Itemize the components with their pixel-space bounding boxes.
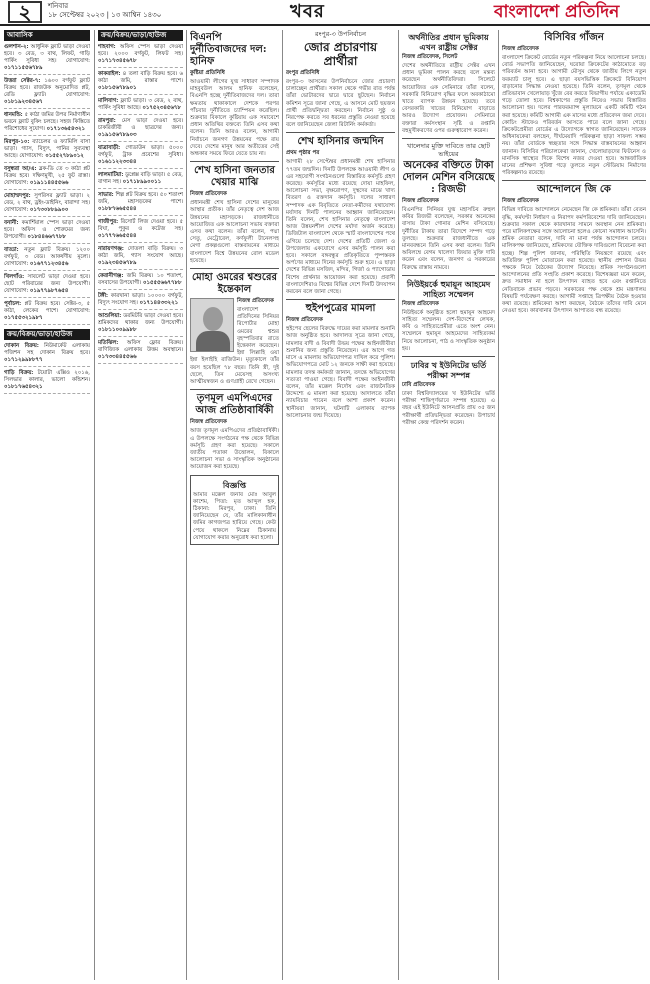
article-body: দেশের অর্থনীতিতে রাষ্ট্রীয় সেক্টর এখন প্রধান ভূমিকা পালন করছে বলে মন্তব্য করেছেন অর্থনীতিবিদরা। সিলেটে আয়োজিত এক সেমিনারে তাঁরা বলেন, সরকারি বিনিয়োগ বৃদ্ধির ফলে অবকাঠামো খাতে ব্যাপক উন্নয়ন হয়েছে। তবে বেসরকারি খাতের বিনিয়োগ বাড়াতে আরও উদ্যোগ প্রয়োজন। সেমিনারে বক্তারা কর্মসংস্থান সৃষ্টি ও রপ্তানি বহুমুখীকরণের ওপর গুরুত্বারোপ করেন। xyxy=(402,63,495,134)
classified-ad-text: সাবলেট ভাড়া দেওয়া হবে। ছোট পরিবারের জন্য উপযোগী। যোগাযোগ: xyxy=(4,274,90,294)
byline: রংপুর প্রতিনিধি xyxy=(286,70,320,76)
byline: নিজস্ব প্রতিবেদক xyxy=(502,46,539,52)
column-rule xyxy=(398,30,399,980)
classifieds-list xyxy=(98,44,183,364)
column-rule xyxy=(186,30,187,980)
classified-ad-text: নতুন ফ্ল্যাট বিক্রয়। ১২০০ বর্গফুট, ৩ বেড। আকর্ষণীয় মূল্যে। যোগাযোগ: xyxy=(4,247,90,267)
article-body: ঢাকা বিশ্ববিদ্যালয়ের খ ইউনিটের ভর্তি পরীক্ষা শান্তিপূর্ণভাবে সম্পন্ন হয়েছে। এ বছর এই ইউনিটে আসনপ্রতি প্রায় ৩৫ জন পরীক্ষার্থী প্রতিদ্বন্দ্বিতা করেছেন। উপাচার্য পরীক্ষা কেন্দ্র পরিদর্শন করেন। xyxy=(402,391,495,426)
classified-ad-text: শিল্প প্লট বিক্রয় হবে। ৫০ শতাংশ জমি, মহাসড়কের পাশে। xyxy=(98,192,183,205)
article-body: বিভিন্ন দাবিতে আন্দোলনে নেমেছেন জি কে শ্রমিকরা। তাঁরা বেতন বৃদ্ধি, কর্মঘণ্টা নির্ধারণ ও নিরাপদ কর্মপরিবেশের দাবি জানিয়েছেন। শুক্রবার সকাল থেকে কারখানার সামনে অবস্থান নেন শ্রমিকরা। পরে মালিকপক্ষের সঙ্গে আলোচনা হলেও কোনো সমাধান আসেনি। শ্রমিক নেতারা বলেন, দাবি না মানা পর্যন্ত আন্দোলন চলবে। মালিকপক্ষ জানিয়েছে, শ্রমিকদের যৌক্তিক দাবিগুলো বিবেচনা করা হচ্ছে। শিল্প পুলিশ জানায়, পরিস্থিতি নিয়ন্ত্রণে রয়েছে এবং অতিরিক্ত পুলিশ মোতায়েন করা হয়েছে। স্থানীয় প্রশাসন উভয় পক্ষকে নিয়ে বৈঠকের উদ্যোগ নিয়েছে। শ্রমিক সংগঠনগুলো আন্দোলনের প্রতি সংহতি প্রকাশ করেছে। বিশেষজ্ঞরা মনে করেন, দ্রুত সমাধান না হলে উৎপাদন ব্যাহত হবে এবং রপ্তানিতে নেতিবাচক প্রভাব পড়বে। সরকারের পক্ষ থেকে শ্রম মন্ত্রণালয় বিষয়টি পর্যবেক্ষণ করছে। আগামী সপ্তাহে ত্রিপক্ষীয় বৈঠক হওয়ার কথা রয়েছে। শ্রমিকেরা আশা করছেন, বৈঠকে তাঁদের দাবি মেনে নেওয়া হবে। কারখানার উৎপাদন আপাতত বন্ধ রয়েছে। xyxy=(502,207,646,315)
classified-ad-phone: ০১৭১৩৬৫৪৩২১ xyxy=(46,126,86,132)
separator xyxy=(190,268,279,269)
separator xyxy=(286,132,395,133)
classified-ad-title: মতিঝিল: xyxy=(98,340,119,346)
classified-ad-text: রিসোর্ট লিজ দেওয়া হবে। ৫ বিঘা, পুকুর ও কটেজ সহ। xyxy=(98,219,183,232)
classified-ad xyxy=(98,98,183,115)
column-rule xyxy=(498,30,499,980)
classified-ad-text: ৪ তলা বাড়ি বিক্রয় হবে। ৬ কাঠা জমি, রাস্তার পাশে। xyxy=(98,71,183,84)
classified-ad-text: ব্যাচেলর ও ফ্যামিলি বাসা ভাড়া। গ্যাস, বিদ্যুৎ, পানির সুব্যবস্থা আছে। যোগাযোগ: xyxy=(4,139,90,159)
classified-ad-title: রামপুরা: xyxy=(98,118,116,124)
classified-ad-phone: ০১৯১৫৬৭৮৯০৩ xyxy=(98,132,137,138)
classified-ad-text: দোতলা বাড়ি বিক্রয়। ৩ কাঠা জমি, গ্যাস সংযোগ আছে। xyxy=(98,246,183,259)
classified-ad-title: গুলশান-২: xyxy=(4,44,29,50)
classified-ad-phone: ০১৮১৭৬৫৪৩২১ xyxy=(4,384,43,390)
classified-ad-phone: ০১৭১৮৯৯০০১১ xyxy=(122,179,162,185)
classified-ad xyxy=(98,192,183,216)
day-label: শনিবার xyxy=(48,2,69,10)
classified-ad-phone: ০১৯২৩৪৫৬৭৮৯ xyxy=(98,260,137,266)
classified-ad xyxy=(98,172,183,189)
classified-ad-title: মোহাম্মদপুর: xyxy=(4,193,31,199)
classified-ad xyxy=(98,246,183,270)
classified-ad-phone: ০১৫৫৫৬৬৭৭৮৮ xyxy=(142,280,182,286)
classified-ad-phone: ০১৭৭৭৬৬৫৫৪৪ xyxy=(98,233,137,239)
classified-ad-text: আধুনিক ফ্ল্যাট ভাড়া দেওয়া হবে। ৩ বেড, ৩ বাথ, লিফট, গাড়ি পার্কিং সুবিধা সহ। যোগাযোগ: xyxy=(4,44,90,64)
classified-ad-text: টয়োটা এক্সিও ২০১৬, সিলভার কালার, ভালো কন্ডিশন। xyxy=(4,370,90,383)
classified-ad xyxy=(4,78,90,109)
byline: নিজস্ব প্রতিবেদক xyxy=(190,419,227,426)
classified-ad-title: গাজীপুর: xyxy=(98,219,119,225)
headline-bcb: বিসিবির গাঁজন xyxy=(544,32,604,43)
separator xyxy=(190,161,279,162)
byline: নিজস্ব প্রতিবেদক xyxy=(402,198,439,205)
headline-gk-movement: আন্দোলনে জি কে xyxy=(537,184,611,196)
headline-obituary: মোহা ওমরের শ্বশুরের ইন্তেকাল xyxy=(192,272,277,296)
classified-ad xyxy=(98,293,183,310)
classified-ad-phone: ০১৭৫৫৩২১৯৮৭ xyxy=(4,315,43,321)
classifieds-header: ক্রয়/বিক্রয়/ভাড়া/হাউজ xyxy=(98,30,183,41)
headline-whip-case: হুইপপুত্রের মামলা xyxy=(305,303,376,315)
classified-ad-phone: ০১৭১১৫৫৬৭৮৯ xyxy=(4,65,43,71)
classified-ad-title: মিরপুর-১০: xyxy=(4,139,30,145)
classified-ad xyxy=(98,313,183,337)
classified-ad xyxy=(4,166,90,190)
byline: নিজস্ব প্রতিবেদক, সিলেট xyxy=(402,54,458,60)
separator xyxy=(502,180,646,181)
classified-ad-title: মালিবাগ: xyxy=(98,98,119,104)
classified-ad-phone: ০১৭১২৯৯৮৮৭৭ xyxy=(4,357,43,363)
classified-ad-title: টঙ্গী: xyxy=(98,293,109,299)
section-title: খবর xyxy=(290,1,325,22)
separator xyxy=(190,389,279,390)
notice-body: আমার মক্কেল জনাব মোঃ আবুল কাশেম, পিতা: মৃত আব্দুল হক, ঠিকানা: মিরপুর, ঢাকা। তিনি জানিয়েছেন যে, তাঁর মালিকানাধীন জমির কাগজপত্র হারিয়ে গেছে। কেউ পেয়ে থাকলে নিম্নের ঠিকানায় যোগাযোগ করার অনুরোধ করা হলো। xyxy=(193,491,276,541)
byline: ঢাবি প্রতিবেদক xyxy=(402,382,436,389)
notice-box xyxy=(190,475,279,545)
article-body: রংপুর-৩ আসনের উপনির্বাচনে জোর প্রচারণা চালাচ্ছেন প্রার্থীরা। সকাল থেকে গভীর রাত পর্যন্ত তাঁরা ভোটারদের দ্বারে দ্বারে ছুটছেন। নির্বাচন কমিশন সূত্রে জানা গেছে, এ আসনে মোট ছয়জন প্রার্থী প্রতিদ্বন্দ্বিতা করছেন। নির্বাচন সুষ্ঠু ও নিরপেক্ষ করতে সব ধরনের প্রস্তুতি নেওয়া হয়েছে বলে জানিয়েছেন জেলা রিটার্নিং কর্মকর্তা। xyxy=(286,79,395,129)
byline: নিজস্ব প্রতিবেদক xyxy=(402,300,439,307)
classified-ad-phone: ০১৭১৭৩৪৫৬৭৮ xyxy=(98,58,137,64)
classified-ad xyxy=(98,118,183,142)
classified-ad xyxy=(4,247,90,271)
classified-ad-phone: ০১৬১১২২৩৩৪৪ xyxy=(98,159,137,165)
classified-ad-title: যাত্রাবাড়ী: xyxy=(98,145,121,151)
classified-ad xyxy=(4,139,90,163)
classified-ad-phone: ০১৭৩৩৪৪৫৫৬৬ xyxy=(98,354,137,360)
classified-ad-text: গোডাউন ভাড়া। ৫০০০ বর্গফুট, ট্রাক প্রবেশের সুবিধা। xyxy=(98,145,183,158)
article-body: বাংলাদেশ ক্রিকেট বোর্ডের নতুন পরিকল্পনা নিয়ে আলোচনা চলছে। বোর্ড সভাপতি জানিয়েছেন, ঘরোয়া ক্রিকেটের কাঠামোতে বড় পরিবর্তন আনা হবে। আগামী মৌসুম থেকে জাতীয় লিগে নতুন ফরম্যাট চালু হবে। এ ছাড়া বয়সভিত্তিক ক্রিকেটে বিনিয়োগ বাড়ানোর সিদ্ধান্ত নেওয়া হয়েছে। তিনি বলেন, তৃণমূল থেকে প্রতিভাবান খেলোয়াড় খুঁজে বের করতে বিভাগীয় পর্যায়ে একাডেমি গড়ে তোলা হবে। বিশ্বকাপের প্রস্তুতি নিয়েও সভায় বিস্তারিত আলোচনা হয়। দলের পারফরম্যান্স মূল্যায়নে একটি কমিটি গঠন করা হয়েছে। কমিটি আগামী এক মাসের মধ্যে প্রতিবেদন জমা দেবে। কোচিং স্টাফেও পরিবর্তন আসতে পারে বলে জানা গেছে। ক্রিকেটপ্রেমীরা বোর্ডের এ উদ্যোগকে স্বাগত জানিয়েছেন। সাবেক অধিনায়কেরা বলছেন, দীর্ঘমেয়াদি পরিকল্পনা ছাড়া সাফল্য সম্ভব নয়। তাঁরা বোর্ডকে স্বচ্ছতার সঙ্গে সিদ্ধান্ত বাস্তবায়নের আহ্বান জানান। বিসিবির পরিচালকেরা জানান, খেলোয়াড়দের ফিটনেস ও মানসিক স্বাস্থ্যের দিকে বিশেষ নজর দেওয়া হবে। আন্তর্জাতিক মানের প্রশিক্ষণ সুবিধা গড়ে তুলতে নতুন স্টেডিয়াম নির্মাণের পরিকল্পনাও রয়েছে। xyxy=(502,55,646,177)
masthead xyxy=(0,0,650,26)
headline-humayun: নিউইয়র্কে হুমায়ূন আহমেদ সাহিত্য সম্মেলন xyxy=(406,278,491,299)
kicker-rangpur: রংপুর-৩ উপনির্বাচন xyxy=(315,30,366,38)
portrait-photo xyxy=(190,298,234,352)
separator xyxy=(402,138,495,139)
classified-ad-title: দোকান বিক্রয়: xyxy=(4,343,39,349)
headline-rizvi: অনেকের বক্তিতে টাকা দোলন মেশিন বসিয়েছে : রিজভী xyxy=(402,160,495,196)
headline-du-admission: ঢাবির খ ইউনিটের ভর্তি পরীক্ষা সম্পন্ন xyxy=(410,360,487,381)
classified-ad xyxy=(98,340,183,364)
classifieds-column-1 xyxy=(4,30,90,980)
headline-trinamool: তৃণমূল এমপিএদের আজ প্রতিষ্ঠাবার্ষিকী xyxy=(195,393,274,417)
classified-ad-title: পূর্বাচল: xyxy=(4,301,22,307)
column-rule xyxy=(282,30,283,980)
classified-ad-phone: ০১৮১১০০৯৯৮৮ xyxy=(98,327,137,333)
classified-ad-phone: ০১৯১১৪৪৫৫৬৬ xyxy=(29,180,69,186)
classified-ad xyxy=(4,220,90,244)
news-column-6 xyxy=(502,30,646,980)
byline: কুষ্টিয়া প্রতিনিধি xyxy=(190,70,225,76)
classified-ad xyxy=(4,274,90,298)
classified-ad-text: সুপরিসর ফ্ল্যাট ভাড়া। ২ বেড, ২ বাথ, ড্রইং-ডাইনিং, বারান্দা সহ। যোগাযোগ: xyxy=(4,193,90,213)
classified-ad-text: ডরমিটরি ভাড়া দেওয়া হবে। শ্রমিকদের থাকার জন্য উপযোগী। xyxy=(98,313,183,326)
article-body: বিএনপির সিনিয়র যুগ্ম মহাসচিব রুহুল কবির রিজভী বলেছেন, সরকার অনেকের বাসায় টাকা গোনার মেশিন বসিয়েছে। দুর্নীতির টাকায় তারা বিদেশে সম্পদ গড়ে তুলছে। শুক্রবার রাজধানীতে এক মানববন্ধনে তিনি এসব কথা বলেন। তিনি অবিলম্বে বেগম খালেদা জিয়ার মুক্তি দাবি করেন এবং বলেন, জনগণ এ সরকারের বিরুদ্ধে রাস্তায় নামবে। xyxy=(402,207,495,271)
article-body: আওয়ামী লীগের যুগ্ম সাধারণ সম্পাদক মাহবুবউল আলম হানিফ বলেছেন, বিএনপি হচ্ছে দুর্নীতিবাজদের দল। তারা ক্ষমতায় থাকাকালে দেশকে পরপর পাঁচবার দুর্নীতিতে চ্যাম্পিয়ন করেছিল। শুক্রবার বিকালে কুষ্টিয়ায় এক সমাবেশে প্রধান অতিথির বক্তব্যে তিনি এসব কথা বলেন। তিনি আরও বলেন, আগামী নির্বাচনে জনগণ উন্নয়নের পক্ষে রায় দেবে। দেশের মানুষ আর অতীতের সেই অন্ধকার সময়ে ফিরে যেতে চায় না। xyxy=(190,79,279,158)
classified-ad xyxy=(98,44,183,68)
classified-ad xyxy=(98,71,183,95)
classified-ad-phone: ০১৯৭৭৯৮৭৬৫৪ xyxy=(29,288,69,294)
date-line: ১৮ সেপ্টেম্বর ২০২৩ | ১৩ আশ্বিন ১৪৩০ xyxy=(48,11,162,19)
classified-ad-title: লালমাটিয়া: xyxy=(98,172,124,178)
classified-ad-text: অফিস ফ্লোর বিক্রয়। বাণিজ্যিক এলাকায় উত্তম অবস্থানে। xyxy=(98,340,183,353)
classified-ad-title: ধানমন্ডি: xyxy=(4,112,23,118)
classified-ad xyxy=(98,273,183,290)
classified-ad-title: বাড্ডা: xyxy=(4,247,19,253)
article-body: বাংলাদেশ প্রতিদিনের সিনিয়র রিপোর্টার মোহা ওমরের শ্বশুর বৃহস্পতিবার রাতে ইন্তেকাল করেছেন। ইন্না লিল্লাহি ওয়া ইন্না ইলাইহি রাজিউন। মৃত্যুকালে তাঁর বয়স হয়েছিল ৭৮ বছর। তিনি স্ত্রী, দুই ছেলে, তিন মেয়েসহ অসংখ্য আত্মীয়স্বজন ও গুণগ্রাহী রেখে গেছেন। xyxy=(190,307,279,386)
classified-ad-text: নিউমার্কেট এলাকায় পজিশন সহ দোকান বিক্রয় হবে। xyxy=(4,343,90,356)
headline-economy: অর্থনীতির প্রধান ভূমিকায় এখন রাষ্ট্রীয় সেক্টর xyxy=(408,32,489,52)
classified-ad-title: বনানী: xyxy=(4,220,19,226)
article-body: হুইপের ছেলের বিরুদ্ধে দায়ের করা মামলার শুনানি আজ অনুষ্ঠিত হবে। আদালত সূত্রে জানা গেছে, মামলার বাদী ও বিবাদী উভয় পক্ষের আইনজীবীরা শুনানির জন্য প্রস্তুতি নিয়েছেন। এর আগে গত মাসে এ মামলায় অভিযোগপত্র দাখিল করে পুলিশ। অভিযোগপত্রে মোট ১২ জনকে সাক্ষী করা হয়েছে। মামলার তদন্ত কর্মকর্তা জানান, তদন্তে অভিযোগের সত্যতা পাওয়া গেছে। বিবাদী পক্ষের আইনজীবী বলেন, তাঁর মক্কেল নির্দোষ এবং রাজনৈতিক উদ্দেশ্যে এ মামলা করা হয়েছে। আদালতে তাঁরা ন্যায়বিচার পাবেন বলে আশা প্রকাশ করেন। স্থানীয়রা জানান, ঘটনাটি এলাকায় ব্যাপক আলোচনার জন্ম দিয়েছে। xyxy=(286,326,395,419)
classified-ad-text: ফ্ল্যাট ভাড়া। ৩ বেড, ২ বাথ, পার্কিং সুবিধা আছে। xyxy=(98,98,183,111)
classified-ad-text: জমি বিক্রয়। ১০ শতাংশ, বসবাসের উপযোগী। xyxy=(98,273,183,286)
separator xyxy=(286,299,395,300)
classified-ad-phone: ০১৮৪৪৬৬৭৭৮৮ xyxy=(27,234,66,240)
headline-hanif: বিএনপি দুর্নীতিবাজদের দল: হানিফ xyxy=(190,32,267,67)
classified-ad xyxy=(98,219,183,243)
classified-ad xyxy=(4,193,90,217)
classified-ad-phone: ০১৭১৪৪৩৩২২১ xyxy=(139,300,179,306)
classified-ad-title: সাভার: xyxy=(98,192,114,198)
classified-ad xyxy=(4,370,90,394)
classified-ad-title: উত্তরা সেক্টর-৭: xyxy=(4,78,41,84)
byline: নিজস্ব প্রতিবেদক xyxy=(190,191,227,198)
newspaper-logo xyxy=(494,2,644,22)
classified-ad-title: শাহবাগ: xyxy=(98,44,116,50)
classifieds-column-2 xyxy=(98,30,183,980)
classified-ad-text: প্লট বিক্রয় হবে। সেক্টর-৩, ৫ কাঠা, লেকের পাশে। যোগাযোগ: xyxy=(4,301,90,314)
classified-ad-text: ডুপ্লেক্স বাড়ি ভাড়া। ৫ বেড, বাগান সহ। xyxy=(98,172,183,185)
classified-ad-text: কমার্শিয়াল স্পেস ভাড়া দেওয়া হবে। অফিস ও শোরুমের জন্য উপযোগী। xyxy=(4,220,90,240)
classified-ad-phone: ০১৮১৯২৩৪৫৬৭ xyxy=(4,99,43,105)
news-column-5 xyxy=(402,30,495,980)
logo-text: বাংলাদেশ প্রতিদিন xyxy=(494,2,620,22)
separator xyxy=(402,356,495,357)
classified-ad-text: ১৬০০ বর্গফুট ফ্ল্যাট বিক্রয় হবে। রাজউক অনুমোদিত প্লট, রেডি ফ্ল্যাট। যোগাযোগ: xyxy=(4,78,90,98)
classifieds-header-2: ক্রয়/বিক্রয়/ভাড়া/হাউজ xyxy=(4,329,90,340)
classified-ad-phone: ০১৫৫২৭৮৯০১২ xyxy=(45,153,84,159)
classified-ad-phone: ০১৮১৫৬৭৮৯০১ xyxy=(98,85,137,91)
article-body: প্রধানমন্ত্রী শেখ হাসিনা দেশের মানুষের আস্থার প্রতীক। তাঁর নেতৃত্বে দেশ আজ উন্নয়নের মহাসড়কে। রাজধানীতে আয়োজিত এক আলোচনা সভায় বক্তারা এসব কথা বলেন। তাঁরা বলেন, পদ্মা সেতু, মেট্রোরেল, কর্ণফুলী টানেলসহ মেগা প্রকল্পগুলো বাস্তবায়নের মাধ্যমে বাংলাদেশ বিশ্বে উন্নয়নের রোল মডেল হয়েছে। xyxy=(190,200,279,264)
classified-ad-title: নারায়ণগঞ্জ: xyxy=(98,246,124,252)
news-column-4 xyxy=(286,30,395,980)
classified-ad-title: কেরানীগঞ্জ: xyxy=(98,273,124,279)
classified-ad-title: বসুন্ধরা আ/এ: xyxy=(4,166,37,172)
classifieds-list xyxy=(4,44,90,325)
headline-birthday: শেখ হাসিনার জন্মদিন xyxy=(297,136,384,148)
article-body: আগামী ২৮ সেপ্টেম্বর প্রধানমন্ত্রী শেখ হাসিনার ৭৭তম জন্মদিন। দিনটি উপলক্ষে আওয়ামী লীগ ও এর সহযোগী সংগঠনগুলো বিস্তারিত কর্মসূচি গ্রহণ করেছে। কর্মসূচির মধ্যে রয়েছে দোয়া মাহফিল, আলোচনা সভা, বৃক্ষরোপণ, দুস্থদের মাঝে খাদ্য বিতরণ ও রক্তদান কর্মসূচি। দলের সাধারণ সম্পাদক এক বিবৃতিতে নেতা-কর্মীদের যথাযোগ্য মর্যাদায় দিনটি পালনের আহ্বান জানিয়েছেন। তিনি বলেন, শেখ হাসিনার নেতৃত্বে বাংলাদেশ আজ উন্নয়নশীল দেশের মর্যাদা অর্জন করেছে। ডিজিটাল বাংলাদেশ থেকে স্মার্ট বাংলাদেশের পথে এগিয়ে চলেছে দেশ। দেশের প্রতিটি জেলা ও উপজেলায় একযোগে এসব কর্মসূচি পালন করা হবে। সকালে বঙ্গবন্ধুর প্রতিকৃতিতে পুষ্পস্তবক অর্পণের মাধ্যমে দিনের কর্মসূচি শুরু হবে। এ ছাড়া দেশের বিভিন্ন মসজিদ, মন্দির, গির্জা ও প্যাগোডায় বিশেষ প্রার্থনার আয়োজন করা হয়েছে। প্রবাসী বাংলাদেশিরাও বিশ্বের বিভিন্ন দেশে দিনটি উদযাপন করবেন বলে জানা গেছে। xyxy=(286,159,395,296)
classified-ad-phone: ০১৭৩০৮৮৯৯০০ xyxy=(29,207,69,213)
classified-ad-text: কারখানা ভাড়া। ১০০০০ বর্গফুট, বিদ্যুৎ সংযোগ সহ। xyxy=(98,293,183,306)
byline: নিজস্ব প্রতিবেদক xyxy=(502,198,539,205)
classified-ad-text: ব্লক-ডি তে ৩ কাঠা প্লট বিক্রয় হবে। দক্ষিণমুখী, ২৫ ফুট রাস্তা। যোগাযোগ: xyxy=(4,166,90,186)
notice-heading: বিজ্ঞপ্তি xyxy=(222,479,247,490)
page-number: ২ xyxy=(8,1,42,23)
separator xyxy=(402,275,495,276)
classified-ad-title: খিলগাঁও: xyxy=(4,274,25,280)
news-column-3 xyxy=(190,30,279,980)
headline-rangpur: জোর প্রচারণায় প্রার্থীরা xyxy=(303,40,378,68)
kicker-rizvi: খালেদার মুক্তি দাবিতে তার ছোট ভাইয়ের xyxy=(406,142,491,159)
classified-ad xyxy=(4,301,90,325)
classified-ad-phone: ০১৮৮৭৬৬৫৫৪৪ xyxy=(98,206,137,212)
classified-ad xyxy=(98,145,183,169)
classified-ad-title: কাকরাইল: xyxy=(98,71,121,77)
classified-ad xyxy=(4,44,90,75)
article-body: নিউইয়র্কে অনুষ্ঠিত হলো হুমায়ূন আহমেদ সাহিত্য সম্মেলন। দেশ-বিদেশের লেখক, কবি ও সাহিত্যপ্রেমীরা এতে অংশ নেন। সম্মেলনে হুমায়ূন আহমেদের সাহিত্যকর্ম নিয়ে আলোচনা, পাঠ ও সাংস্কৃতিক অনুষ্ঠান হয়। xyxy=(402,309,495,352)
classified-ad-text: মেস ভাড়া দেওয়া হবে। চাকরিজীবী ও ছাত্রদের জন্য। xyxy=(98,118,183,131)
byline: নিজস্ব প্রতিবেদক xyxy=(237,298,274,305)
classified-ad-title: আশুলিয়া: xyxy=(98,313,122,319)
classified-ad-title: গাড়ি বিক্রয়: xyxy=(4,370,34,376)
classified-ad-phone: ০১৭৫২৩৪৫৬৭৮ xyxy=(142,105,181,111)
byline: নিজস্ব প্রতিবেদক xyxy=(286,317,323,324)
classifieds-header: আবাসিক xyxy=(4,30,90,41)
classifieds-list-2 xyxy=(4,343,90,394)
classified-ad-phone: ০১৬৭৭১২৩৪৫৬ xyxy=(29,261,69,267)
classified-ad-text: ৫ কাঠা জমির উপর নির্মাণাধীন ভবনে ফ্ল্যাট বুকিং চলছে। সহজ কিস্তিতে পরিশোধের সুযোগ। xyxy=(4,112,90,132)
classified-ad xyxy=(4,343,90,367)
column-rule xyxy=(94,30,95,980)
classified-ad xyxy=(4,112,90,136)
classified-ad-text: অফিস স্পেস ভাড়া দেওয়া হবে। ২০০০ বর্গফুট, লিফট সহ। xyxy=(98,44,183,57)
article-body: আজ তৃণমূল এমপিএদের প্রতিষ্ঠাবার্ষিকী। এ উপলক্ষে সংগঠনের পক্ষ থেকে বিভিন্ন কর্মসূচি গ্রহণ করা হয়েছে। সকালে জাতীয় পতাকা উত্তোলন, বিকালে আলোচনা সভা ও সাংস্কৃতিক অনুষ্ঠানের আয়োজন করা হয়েছে। xyxy=(190,428,279,471)
byline: প্রথম পৃষ্ঠার পর xyxy=(286,150,320,157)
headline-sheikh-hasina: শেখ হাসিনা জনতার খেয়ার মাঝি xyxy=(194,165,275,189)
